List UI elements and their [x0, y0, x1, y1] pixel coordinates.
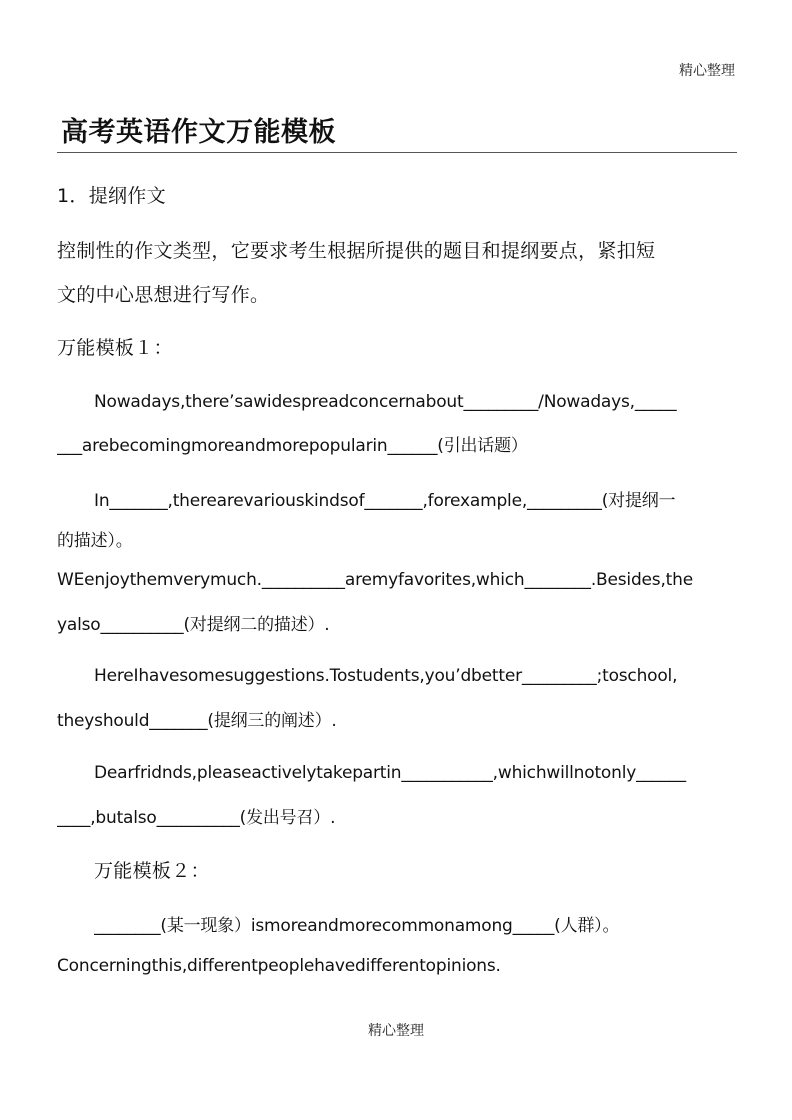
template-line: Dearfridnds,pleaseactivelytakepartin___________,whichwillnotonly______ [94, 763, 686, 783]
template-line: In_______,therearevariouskindsof_______,forexample,_________(对提纲一 [94, 491, 676, 511]
template-line: theyshould_______(提纲三的阐述）. [57, 711, 337, 731]
header-note: 精心整理 [679, 63, 735, 79]
template-line: 的描述）。 [57, 531, 133, 551]
template-heading: 万能模板１： [57, 337, 173, 359]
title-underline [57, 110, 737, 153]
template-heading: 万能模板２： [94, 860, 210, 882]
template-line: ________(某一现象）ismoreandmorecommonamong_____(人群）。 [94, 916, 620, 936]
document-title: 高考英语作文万能模板 [61, 117, 336, 148]
template-line: HereIhavesomesuggestions.Tostudents,you’dbetter_________;toschool, [94, 666, 678, 686]
template-line: Concerningthis,differentpeoplehavedifferentopinions. [57, 956, 501, 976]
template-line: ____,butalso__________(发出号召）. [57, 808, 336, 828]
intro-line: 文的中心思想进行写作。 [57, 284, 270, 306]
template-line: WEenjoythemverymuch.__________aremyfavorites,which________.Besides,the [57, 570, 693, 590]
template-line: yalso__________(对提纲二的描述）. [57, 615, 330, 635]
intro-line: 控制性的作文类型，它要求考生根据所提供的题目和提纲要点，紧扣短 [57, 240, 656, 262]
template-line: ___arebecomingmoreandmorepopularin______(引出话题） [57, 436, 528, 456]
footer-note: 精心整理 [368, 1023, 424, 1039]
template-line: Nowadays,there’sawidespreadconcernabout_________/Nowadays,_____ [94, 392, 677, 412]
section-heading: 1．提纲作文 [57, 185, 166, 207]
